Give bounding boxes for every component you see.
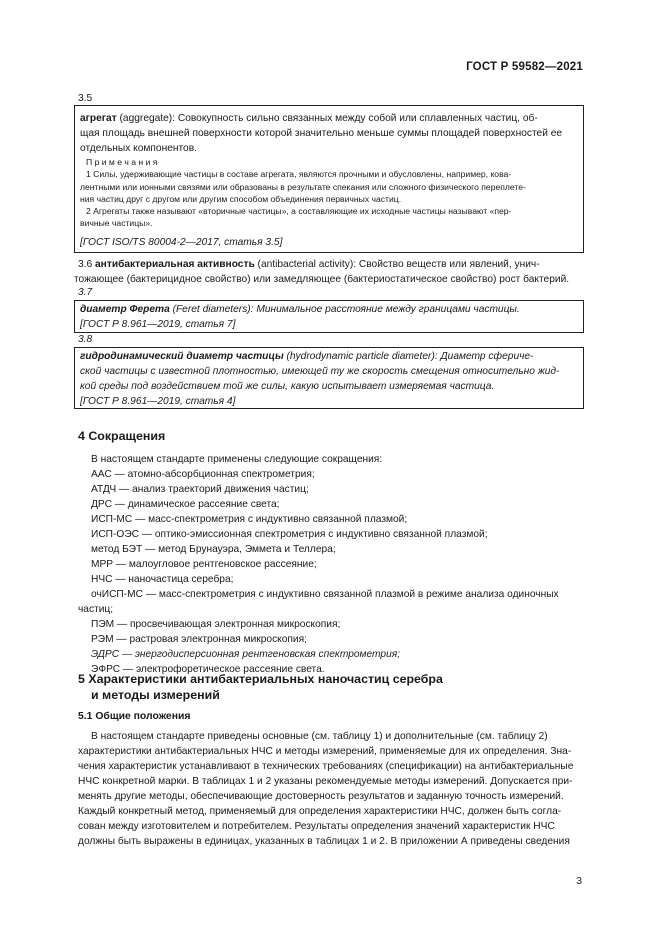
term-name: антибактериальная активность xyxy=(95,259,255,270)
list-item: АТДЧ — анализ траекторий движения частиц; xyxy=(91,484,309,495)
document-header: ГОСТ Р 59582—2021 xyxy=(466,61,583,73)
term-definition-3-5 xyxy=(80,111,577,156)
heading-line: 5 Характеристики антибактериальных наночастиц серебра xyxy=(78,672,443,686)
def-text: (aggregate): Совокупность сильно связанных между собой или сплавленных частиц, об- xyxy=(116,113,538,124)
notes-title: П р и м е ч а н и я xyxy=(86,157,158,167)
note-line: 2 Агрегаты также называют «вторичные частицы», а составляющие их исходные частицы называют «пер- xyxy=(86,206,512,217)
term-number-3-7: 3.7 xyxy=(78,287,93,298)
def-line: кой среды под воздействием той же силы, какую испытывает измеряемая частица. xyxy=(80,381,495,392)
term-name: диаметр Ферета xyxy=(80,304,170,315)
term-box-3-8 xyxy=(74,347,584,409)
para-line: менять другие методы, обеспечивающие достоверность результатов и заданную точность измерений. xyxy=(78,791,564,802)
list-item: ДРС — динамическое рассеяние света; xyxy=(91,499,280,510)
term-name: агрегат xyxy=(80,113,117,124)
section-5-1-paragraph xyxy=(78,729,583,849)
list-item: метод БЭТ — метод Брунауэра, Эммета и Теллера; xyxy=(91,544,336,555)
def-line xyxy=(80,302,577,317)
def-line: щая площадь внешней поверхности которой значительно меньше суммы площадей поверхностей ее xyxy=(80,128,563,139)
def-line: тожающее (бактерицидное свойство) или замедляющее (бактериостатическое свойство) рост бактерий. xyxy=(74,274,570,285)
term-name: гидродинамический диаметр частицы xyxy=(80,351,284,362)
para-line: характеристики антибактериальных НЧС и методы измерений, применяемые для их определения. Зна- xyxy=(78,746,572,757)
term-number-3-8: 3.8 xyxy=(78,334,93,345)
source-ref-3-8: [ГОСТ Р 8.961—2019, статья 4] xyxy=(80,396,236,407)
list-intro: В настоящем стандарте применены следующие сокращения: xyxy=(91,454,383,465)
list-item: МРР — малоугловое рентгеновское рассеяние; xyxy=(91,559,317,570)
note-line: 1 Силы, удерживающие частицы в составе агрегата, являются прочными и обусловлены, например, кова- xyxy=(86,169,512,180)
term-definition-3-8 xyxy=(80,349,577,409)
para-line: Каждый конкретный метод, применяемый для определения характеристики НЧС, должен быть согла- xyxy=(78,806,562,817)
section-5-heading xyxy=(78,671,443,703)
list-item: ИСП-МС — масс-спектрометрия с индуктивно связанной плазмой; xyxy=(91,514,408,525)
list-item: ПЭМ — просвечивающая электронная микроскопия; xyxy=(91,619,341,630)
list-item: ЭДРС — энергодисперсионная рентгеновская спектрометрия; xyxy=(91,649,401,660)
def-line xyxy=(80,349,577,364)
list-item: ААС — атомно-абсорбционная спектрометрия; xyxy=(91,469,315,480)
def-line: отдельных компонентов. xyxy=(80,143,197,154)
source-ref-3-7: [ГОСТ Р 8.961—2019, статья 7] xyxy=(80,319,236,330)
list-item: очИСП-МС — масс-спектрометрия с индуктивно связанной плазмой в режиме анализа одиночных xyxy=(91,589,559,600)
subsection-5-1-heading: 5.1 Общие положения xyxy=(78,711,191,722)
para-line: должны быть выражены в единицах, указанных в таблицах 1 и 2. В приложении А приведены сведения xyxy=(78,836,570,847)
notes-block xyxy=(80,156,577,230)
term-number: 3.6 xyxy=(78,259,93,270)
source-ref-3-5: [ГОСТ ISO/TS 80004-2—2017, статья 3.5] xyxy=(80,237,283,248)
para-line: сован между изготовителем и потребителем. Результаты определения значений характеристик НЧС xyxy=(78,821,555,832)
list-item-continued: частиц; xyxy=(78,604,114,615)
heading-line: и методы измерений xyxy=(91,688,220,702)
list-item: РЭМ — растровая электронная микроскопия; xyxy=(91,634,307,645)
def-text: (hydrodynamic particle diameter): Диаметр сфериче- xyxy=(283,351,534,362)
section-4-heading: 4 Сокращения xyxy=(78,429,166,443)
page-number: 3 xyxy=(576,876,582,887)
list-item: ИСП-ОЭС — оптико-эмиссионная спектрометрия с индуктивно связанной плазмой; xyxy=(91,529,488,540)
def-text: (antibacterial activity): Свойство веществ или явлений, унич- xyxy=(254,259,540,270)
note-line: вичные частицы». xyxy=(80,218,153,229)
term-box-3-5 xyxy=(74,105,584,253)
para-line: чения характеристик устанавливают в технических требованиях (спецификации) на антибактериальные xyxy=(78,761,574,772)
para-line: В настоящем стандарте приведены основные (см. таблицу 1) и дополнительные (см. таблицу 2) xyxy=(91,731,548,742)
def-line xyxy=(78,257,583,272)
note-line: лентными или ионными связями или образованы в результате спекания или сложного физического переплете- xyxy=(80,181,526,192)
term-box-3-7 xyxy=(74,300,584,333)
def-text: (Feret diameters): Минимальное расстояние между границами частицы. xyxy=(169,304,520,315)
term-number-3-5: 3.5 xyxy=(78,93,93,104)
note-line: ния частиц друг с другом или другим способом объединения первичных частиц. xyxy=(80,193,402,204)
list-item: НЧС — наночастица серебра; xyxy=(91,574,234,585)
para-line: НЧС конкретной марки. В таблицах 1 и 2 указаны рекомендуемые методы измерений. Допускается при- xyxy=(78,776,573,787)
list-item: ЭФРС — электрофоретическое рассеяние света. xyxy=(91,664,325,675)
def-line: ской частицы с известной плотностью, имеющей ту же скорость смещения относительно жид- xyxy=(80,366,560,377)
abbreviations-list xyxy=(78,452,583,677)
term-3-6 xyxy=(74,257,583,287)
def-line xyxy=(80,111,577,126)
term-definition-3-7 xyxy=(80,302,577,332)
